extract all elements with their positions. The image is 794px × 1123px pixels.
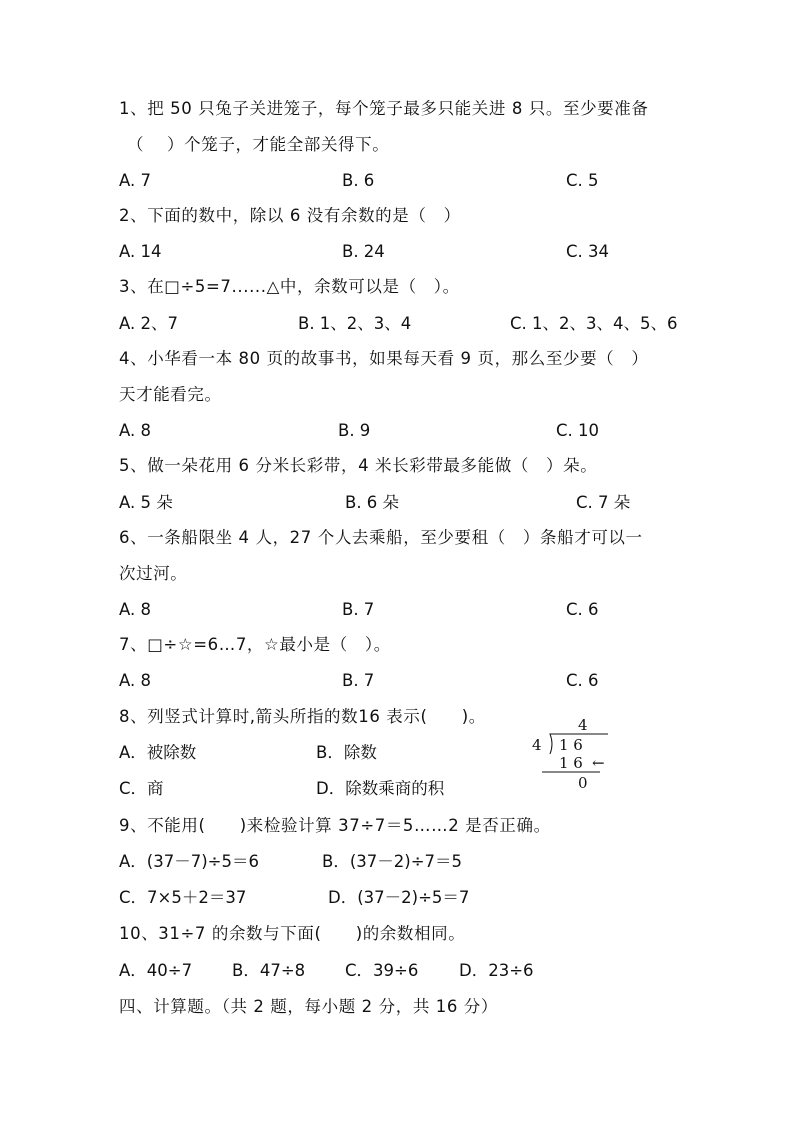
q1-option-b[interactable]: B. 6 [342,171,375,190]
q4-option-b[interactable]: B. 9 [338,421,371,440]
question-1-line-1: 1、把 50 只兔子关进笼子，每个笼子最多只能关进 8 只。至少要准备 [119,99,649,118]
question-6-line-2: 次过河。 [119,564,188,583]
q2-option-b[interactable]: B. 24 [342,242,385,261]
q8-option-a[interactable]: A．被除数 [119,743,197,762]
question-4-line-1: 4、小华看一本 80 页的故事书，如果每天看 9 页，那么至少要（ ） [119,349,649,368]
q1-option-a[interactable]: A. 7 [119,171,151,190]
q10-option-d[interactable]: D．23÷6 [459,961,534,980]
q9-option-c[interactable]: C．7×5＋2＝37 [119,888,247,907]
division-divisor: 4 [532,736,542,754]
q4-option-c[interactable]: C. 10 [556,421,600,440]
q1-option-c[interactable]: C. 5 [566,171,599,190]
q8-option-c[interactable]: C．商 [119,779,164,798]
q10-option-a[interactable]: A．40÷7 [119,961,193,980]
q4-option-a[interactable]: A. 8 [119,421,151,440]
q6-option-b[interactable]: B. 7 [342,600,375,619]
q7-option-a[interactable]: A. 8 [119,671,151,690]
division-remainder: 0 [578,774,588,792]
q2-option-c[interactable]: C. 34 [566,242,610,261]
division-quotient: 4 [578,716,588,734]
question-6-line-1: 6、一条船限坐 4 人，27 个人去乘船，至少要租（ ）条船才可以一 [119,528,643,547]
question-4-line-2: 天才能看完。 [119,385,222,404]
division-dividend: 1 6 [559,736,583,754]
q6-option-a[interactable]: A. 8 [119,600,151,619]
question-9-line-1: 9、不能用( )来检验计算 37÷7＝5……2 是否正确。 [119,816,551,835]
q8-option-b[interactable]: B．除数 [316,743,377,762]
question-10-line-1: 10、31÷7 的余数与下面( )的余数相同。 [119,924,466,943]
q3-option-c[interactable]: C. 1、2、3、4、5、6 [510,314,678,333]
q3-option-a[interactable]: A. 2、7 [119,314,178,333]
q5-option-b[interactable]: B. 6 朵 [345,493,400,512]
q10-option-b[interactable]: B．47÷8 [232,961,306,980]
q9-option-d[interactable]: D．(37－2)÷5＝7 [328,888,470,907]
long-division-figure [528,714,628,794]
q3-option-b[interactable]: B. 1、2、3、4 [298,314,412,333]
question-3-line-1: 3、在□÷5=7......△中，余数可以是（ ）。 [119,277,460,296]
q5-option-a[interactable]: A. 5 朵 [119,493,173,512]
q5-option-c[interactable]: C. 7 朵 [576,493,631,512]
q6-option-c[interactable]: C. 6 [566,600,599,619]
question-2-line-1: 2、下面的数中，除以 6 没有余数的是（ ） [119,206,461,225]
division-product: 1 6 [559,754,583,772]
q7-option-c[interactable]: C. 6 [566,671,599,690]
q9-option-a[interactable]: A．(37－7)÷5＝6 [119,852,259,871]
question-1-line-2: （ ）个笼子，才能全部关得下。 [127,135,390,154]
q8-option-d[interactable]: D．除数乘商的积 [316,779,445,798]
section-4-title: 四、计算题。（共 2 题，每小题 2 分，共 16 分） [119,997,499,1016]
q10-option-c[interactable]: C．39÷6 [345,961,419,980]
question-8-line-1: 8、列竖式计算时,箭头所指的数16 表示( )。 [119,707,486,726]
arrow-icon: ← [592,754,605,772]
q9-option-b[interactable]: B．(37－2)÷7＝5 [322,852,463,871]
question-5-line-1: 5、做一朵花用 6 分米长彩带，4 米长彩带最多能做（ ）朵。 [119,456,598,475]
q2-option-a[interactable]: A. 14 [119,242,162,261]
question-7-line-1: 7、□÷☆=6…7，☆最小是（ ）。 [119,635,391,654]
q7-option-b[interactable]: B. 7 [342,671,375,690]
